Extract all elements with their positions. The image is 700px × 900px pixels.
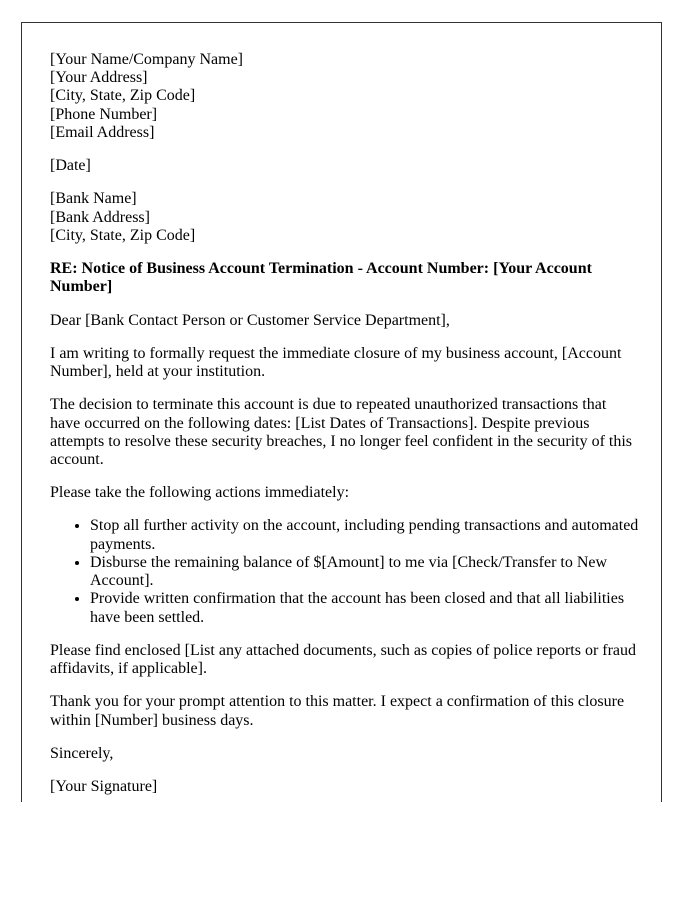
salutation: Dear [Bank Contact Person or Customer Service Department], [50, 311, 450, 329]
sender-address-block [50, 51, 639, 142]
sign-off: Sincerely, [50, 744, 114, 762]
action-item-disburse-balance: • Disburse the remaining balance of $[Amount] to me via [Check/Transfer to New Account]. [90, 554, 639, 590]
sender-phone-line: [Phone Number] [50, 105, 158, 123]
bank-name-line: [Bank Name] [50, 190, 137, 208]
body-paragraph-request: I am writing to formally request the immediate closure of my business account, [Account Number], held at your institution. [50, 344, 622, 381]
bank-city-state-zip-line: [City, State, Zip Code] [50, 226, 196, 244]
enclosure-paragraph: Please find enclosed [List any attached documents, such as copies of police reports or fraud affidavits, if applicable]. [50, 641, 637, 678]
sender-name-line: [Your Name/Company Name] [50, 51, 244, 68]
sender-email-line: [Email Address] [50, 123, 155, 141]
action-item-written-confirmation: • Provide written confirmation that the account has been closed and that all liabilities have been settled. [90, 590, 639, 626]
recipient-address-block [50, 190, 639, 245]
bank-address-line: [Bank Address] [50, 208, 150, 226]
actions-intro: Please take the following actions immediately: [50, 484, 350, 502]
closing-paragraph: Thank you for your prompt attention to this matter. I expect a confirmation of this closure within [Number] business days. [50, 693, 625, 729]
sender-city-state-zip-line: [City, State, Zip Code] [50, 87, 196, 105]
letter-document [21, 22, 662, 802]
signature-line: [Your Signature] [50, 778, 158, 796]
body-paragraph-reason: The decision to terminate this account is due to repeated unauthorized transactions that have occurred on the following dates: [List Dates of Transactions]. Despite previous attempts to resolve these security breaches, I no longer feel confident in the security of this account. [50, 396, 633, 468]
action-items-list [50, 517, 639, 626]
date-line: [Date] [50, 157, 91, 175]
action-item-stop-activity: • Stop all further activity on the account, including pending transactions and automated payments. [90, 517, 639, 553]
sender-address-line: [Your Address] [50, 69, 148, 87]
subject-line: RE: Notice of Business Account Termination - Account Number: [Your Account Number] [50, 260, 592, 296]
